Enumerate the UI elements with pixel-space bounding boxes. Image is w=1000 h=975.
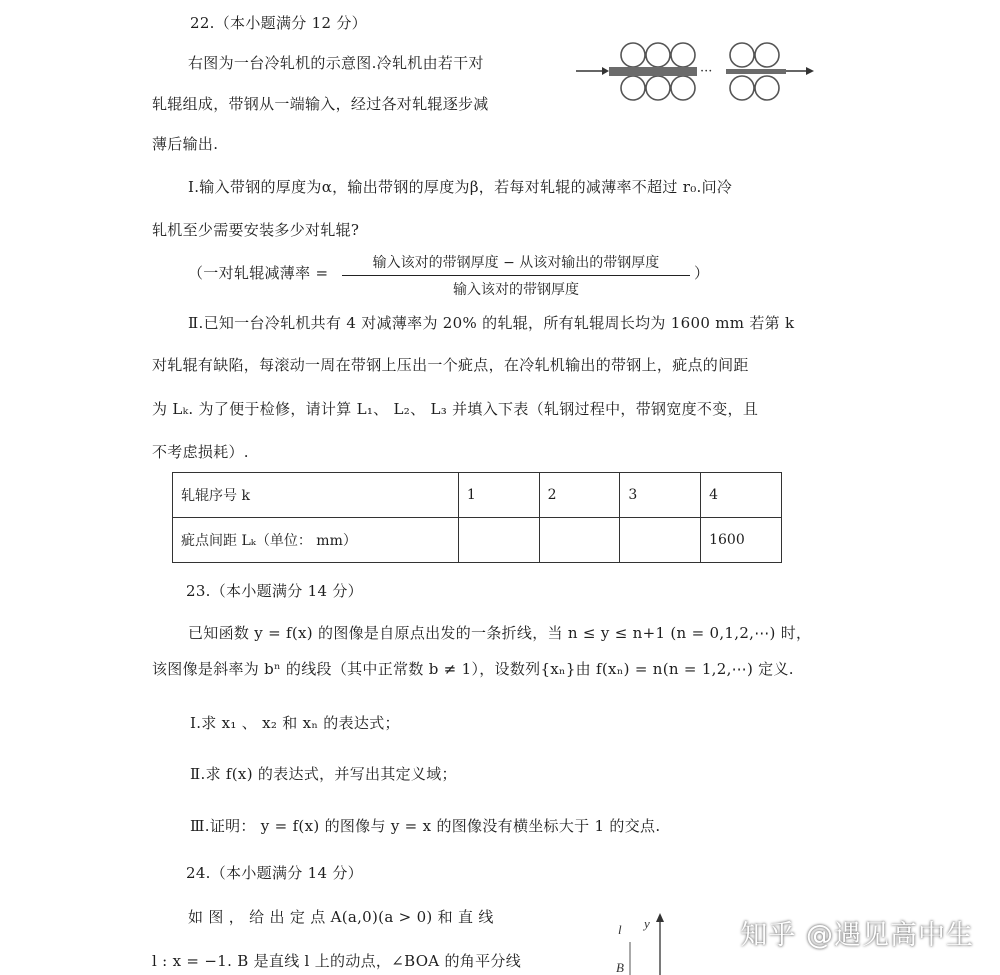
q23-line-1: 已知函数 y = f(x) 的图像是自原点出发的一条折线，当 n ≤ y ≤ n+1 (n = 0,1,2,⋯) 时，	[188, 624, 812, 642]
cold-rolling-mill-diagram	[574, 38, 824, 106]
q24-line-2: l : x = −1. B 是直线 l 上的动点，∠BOA 的角平分线	[152, 952, 521, 970]
table-row	[173, 518, 782, 563]
diagram-ellipsis: ···	[700, 64, 713, 79]
q22-part2-line-3: 为 Lₖ. 为了便于检修，请计算 L₁、 L₂、 L₃ 并填入下表（轧钢过程中，带钢宽度不变，且	[152, 400, 759, 418]
formula-denominator: 输入该对的带钢厚度	[453, 282, 579, 298]
y-axis-arrow-icon	[656, 913, 664, 922]
q22-part2-line-4: 不考虑损耗）.	[152, 443, 249, 461]
formula-numerator: 输入该对的带钢厚度 − 从该对输出的带钢厚度	[372, 255, 660, 271]
roller-icon	[621, 43, 645, 67]
table-cell: 轧辊序号 k	[173, 473, 459, 518]
roller-icon	[755, 43, 779, 67]
formula-suffix: ）	[694, 264, 710, 282]
roller-icon	[646, 76, 670, 100]
q23-line-2: 该图像是斜率为 bⁿ 的线段（其中正常数 b ≠ 1），设数列{xₙ}由 f(xₙ) = n(n = 1,2,⋯) 定义.	[152, 660, 794, 678]
table-cell: 1600	[701, 518, 782, 563]
watermark: 知乎 @遇见高中生	[740, 920, 974, 951]
q22-part1-line-1: Ⅰ.输入带钢的厚度为α，输出带钢的厚度为β，若每对轧辊的减薄率不超过 r₀.问冷	[188, 178, 733, 196]
table-cell: 2	[539, 473, 620, 518]
q23-part-2: Ⅱ.求 f(x) 的表达式，并写出其定义域；	[190, 765, 457, 783]
q22-part1-line-2: 轧机至少需要安装多少对轧辊?	[152, 221, 360, 239]
q22-part2-line-2: 对轧辊有缺陷，每滚动一周在带钢上压出一个疵点，在冷轧机输出的带钢上，疵点的间距	[152, 356, 749, 374]
steel-strip-thick	[609, 67, 697, 76]
formula-prefix: （一对轧辊减薄率 =	[188, 264, 329, 282]
roller-icon	[621, 76, 645, 100]
table-cell	[539, 518, 620, 563]
q22-intro-line-3: 薄后输出.	[152, 135, 219, 153]
steel-strip-thin	[726, 69, 786, 74]
q22-part2-line-1: Ⅱ.已知一台冷轧机共有 4 对减薄率为 20% 的轧辊，所有轧辊周长均为 1600 mm 若第 k	[188, 314, 795, 332]
line-l-label: l	[618, 922, 622, 937]
table-row	[173, 473, 782, 518]
roller-icon	[755, 76, 779, 100]
table-cell	[458, 518, 539, 563]
table-cell: 3	[620, 473, 701, 518]
q23-part-1: Ⅰ.求 x₁ 、 x₂ 和 xₙ 的表达式；	[190, 714, 400, 732]
q24-axis-figure	[608, 912, 668, 975]
q24-line-1: 如 图 ， 给 出 定 点 A(a,0)(a > 0) 和 直 线	[188, 908, 494, 926]
roller-icon	[646, 43, 670, 67]
q23-title: 23.（本小题满分 14 分）	[186, 582, 363, 600]
q22-title: 22.（本小题满分 12 分）	[190, 14, 367, 32]
table-cell: 4	[701, 473, 782, 518]
roller-icon	[671, 76, 695, 100]
q22-intro-line-1: 右图为一台冷轧机的示意图.冷轧机由若干对	[188, 54, 484, 72]
q24-title: 24.（本小题满分 14 分）	[186, 864, 363, 882]
table-cell	[620, 518, 701, 563]
q23-part-3: Ⅲ.证明： y = f(x) 的图像与 y = x 的图像没有横坐标大于 1 的交点.	[190, 817, 661, 835]
reduction-rate-fraction	[342, 252, 690, 299]
roller-icon	[730, 43, 754, 67]
q22-intro-line-2: 轧辊组成，带钢从一端输入，经过各对轧辊逐步减	[152, 95, 489, 113]
point-b-label: B	[616, 960, 624, 975]
roller-icon	[671, 43, 695, 67]
defect-spacing-table	[172, 472, 782, 563]
table-cell: 疵点间距 Lₖ（单位： mm）	[173, 518, 459, 563]
table-cell: 1	[458, 473, 539, 518]
roller-icon	[730, 76, 754, 100]
y-axis-label: y	[644, 916, 650, 931]
